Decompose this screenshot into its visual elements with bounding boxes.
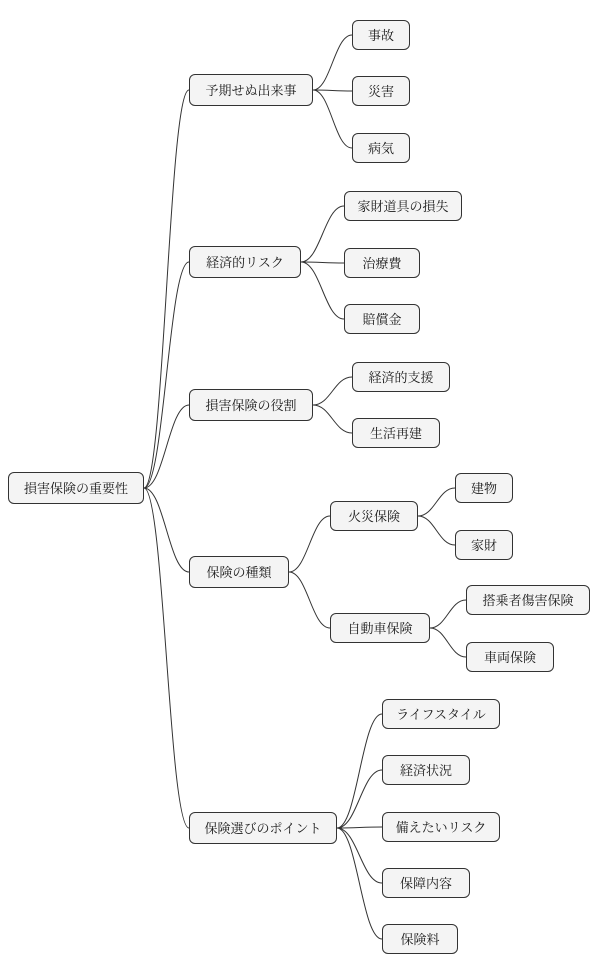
mindmap-node	[189, 556, 289, 588]
mindmap-node-label: 治療費	[362, 255, 402, 271]
mindmap-node-label: 損害保険の役割	[205, 397, 297, 413]
mindmap-node-label: 保険料	[400, 931, 440, 947]
mindmap-node	[466, 585, 590, 615]
mindmap-node-label: 病気	[367, 140, 394, 156]
mindmap-edge	[337, 714, 382, 828]
mindmap-node-label: 家財道具の損失	[357, 198, 449, 214]
mindmap-edge	[289, 516, 330, 572]
mindmap-node	[189, 246, 301, 278]
mindmap-node	[382, 924, 458, 954]
mindmap-edge	[418, 516, 455, 545]
mindmap-node	[352, 20, 410, 50]
mindmap-node-label: 搭乗者傷害保険	[482, 592, 574, 608]
mindmap-edge	[301, 262, 344, 263]
mindmap-node-label: 損害保険の重要性	[23, 480, 128, 496]
mindmap-node	[382, 868, 470, 898]
mindmap-node	[344, 304, 420, 334]
mindmap-edge	[144, 488, 189, 828]
mindmap-node	[455, 473, 513, 503]
mindmap-node-label: 経済状況	[399, 762, 452, 778]
mindmap-node	[466, 642, 554, 672]
mindmap-node	[344, 248, 420, 278]
mindmap-edge	[144, 405, 189, 488]
mindmap-node-label: 賠償金	[362, 311, 402, 327]
mindmap-node	[455, 530, 513, 560]
mindmap-node-label: 建物	[470, 480, 497, 496]
mindmap-node	[382, 755, 470, 785]
mindmap-edge	[301, 262, 344, 319]
mindmap-node-label: ライフスタイル	[396, 706, 486, 722]
mindmap-node-label: 保険選びのポイント	[204, 820, 322, 836]
mindmap-edge	[337, 827, 382, 828]
mindmap-node-label: 車両保険	[483, 649, 536, 665]
mindmap-edge	[337, 828, 382, 939]
mindmap-node	[382, 812, 500, 842]
mindmap-node-label: 保障内容	[399, 875, 452, 891]
mindmap-node	[189, 74, 313, 106]
mindmap-node-label: 保険の種類	[206, 564, 272, 580]
mindmap-edge	[313, 405, 352, 433]
mindmap-edge	[289, 572, 330, 628]
mindmap-edge	[337, 770, 382, 828]
mindmap-edge	[418, 488, 455, 516]
mindmap-node-label: 災害	[367, 83, 394, 99]
mindmap-edge	[313, 90, 352, 148]
mindmap-node	[344, 191, 462, 221]
mindmap-edge	[313, 377, 352, 405]
mindmap-node	[352, 362, 450, 392]
mindmap-node-label: 経済的リスク	[206, 254, 284, 270]
mindmap-edge	[313, 90, 352, 91]
mindmap-edge	[144, 90, 189, 488]
mindmap-node	[352, 133, 410, 163]
mindmap-node-label: 事故	[367, 27, 394, 43]
mindmap-node-label: 備えたいリスク	[395, 819, 487, 835]
mindmap-edge	[313, 35, 352, 90]
mindmap-node-label: 火災保険	[347, 508, 400, 524]
mindmap-node-label: 予期せぬ出来事	[205, 82, 297, 98]
mindmap-root-node	[8, 472, 144, 504]
mindmap-node	[189, 812, 337, 844]
mindmap-node	[352, 418, 440, 448]
mindmap-edge	[430, 628, 466, 657]
mindmap-node-label: 家財	[470, 537, 497, 553]
mindmap-node	[352, 76, 410, 106]
mindmap-node	[330, 501, 418, 531]
mindmap-edge	[337, 828, 382, 883]
mindmap-node	[330, 613, 430, 643]
mindmap-node	[382, 699, 500, 729]
mindmap-edge	[301, 206, 344, 262]
mindmap-node-label: 経済的支援	[368, 369, 434, 385]
mindmap-node-label: 自動車保険	[347, 620, 413, 636]
mindmap-node-label: 生活再建	[369, 425, 422, 441]
mindmap-node	[189, 389, 313, 421]
mindmap-edge	[430, 600, 466, 628]
